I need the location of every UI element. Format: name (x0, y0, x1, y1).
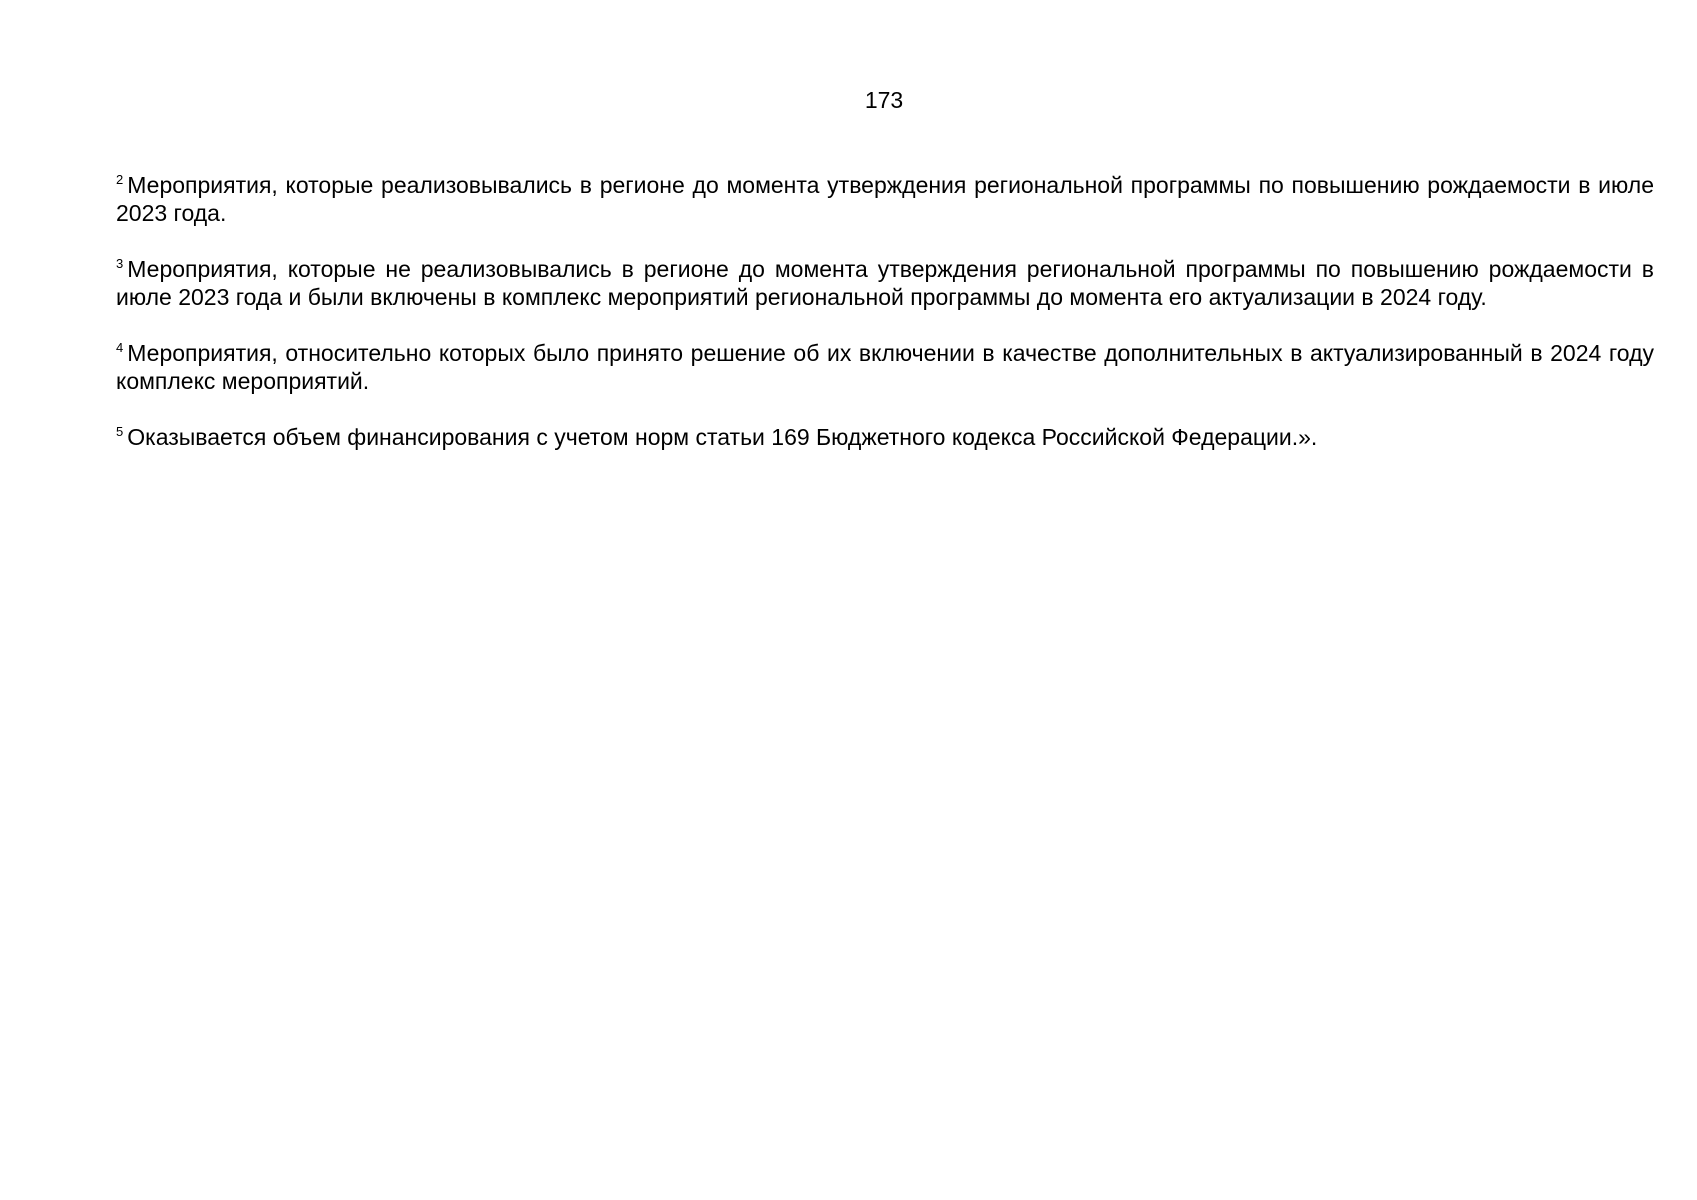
footnote-marker: 4 (116, 340, 124, 355)
footnote-4 (116, 339, 1654, 395)
footnotes-section (116, 171, 1654, 479)
footnote-text: Оказывается объем финансирования с учетом норм статьи 169 Бюджетного кодекса Российской Федерации.». (127, 424, 1318, 450)
footnote-2 (116, 171, 1654, 227)
footnote-text: Мероприятия, относительно которых было принято решение об их включении в качестве дополнительных в актуализированный в 2024 году комплекс мероприятий. (116, 340, 1654, 394)
footnote-marker: 5 (116, 424, 124, 439)
footnote-marker: 2 (116, 172, 124, 187)
page-number: 173 (864, 87, 904, 113)
footnote-text: Мероприятия, которые реализовывались в регионе до момента утверждения региональной программы по повышению рождаемости в июле 2023 года. (116, 172, 1654, 226)
footnote-5 (116, 423, 1654, 451)
footnote-text: Мероприятия, которые не реализовывались в регионе до момента утверждения региональной программы по повышению рождаемости в июле 2023 года и были включены в комплекс мероприятий региональной программы до момента его актуализации в 2024 году. (116, 256, 1654, 310)
footnote-marker: 3 (116, 256, 124, 271)
footnote-3 (116, 255, 1654, 311)
